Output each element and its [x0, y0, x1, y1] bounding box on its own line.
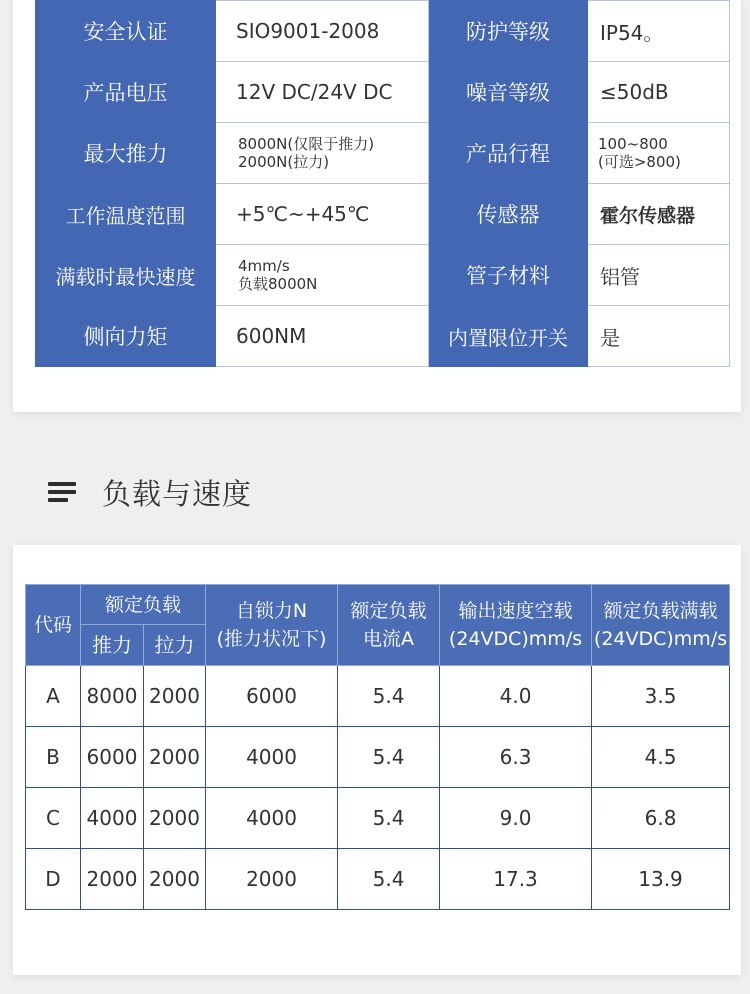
spec-value: 600NM	[216, 306, 429, 367]
cell-speed-full: 6.8	[592, 788, 730, 849]
cell-selflock: 4000	[206, 788, 338, 849]
cell-push: 2000	[81, 849, 144, 910]
cell-speed-empty: 4.0	[440, 666, 592, 727]
load-speed-card	[13, 545, 741, 975]
cell-push: 4000	[81, 788, 144, 849]
spec-row	[36, 306, 730, 367]
spec-table	[35, 0, 730, 367]
table-row	[26, 788, 730, 849]
header-push: 推力	[81, 625, 144, 666]
spec-value: ≤50dB	[588, 62, 730, 123]
table-row	[26, 666, 730, 727]
header-line: (24VDC)mm/s	[593, 628, 728, 650]
spec-label: 安全认证	[36, 1, 216, 62]
cell-pull: 2000	[144, 788, 206, 849]
spec-value-line: 4mm/s	[238, 257, 290, 275]
spec-value: 是	[588, 306, 730, 367]
cell-pull: 2000	[144, 849, 206, 910]
cell-code: B	[26, 727, 81, 788]
cell-code: D	[26, 849, 81, 910]
spec-label: 传感器	[429, 184, 588, 245]
spec-label: 最大推力	[36, 123, 216, 184]
cell-pull: 2000	[144, 666, 206, 727]
spec-label: 满载时最快速度	[36, 245, 216, 306]
cell-pull: 2000	[144, 727, 206, 788]
cell-speed-empty: 9.0	[440, 788, 592, 849]
header-line: 自锁力N	[235, 600, 308, 622]
table-row	[26, 849, 730, 910]
spec-value-line: 负载8000N	[238, 275, 318, 293]
table-header-row	[26, 585, 730, 625]
spec-label: 产品行程	[429, 123, 588, 184]
cell-speed-empty: 6.3	[440, 727, 592, 788]
spec-label: 内置限位开关	[429, 306, 588, 367]
cell-selflock: 2000	[206, 849, 338, 910]
spec-row	[36, 123, 730, 184]
cell-push: 8000	[81, 666, 144, 727]
spec-row	[36, 184, 730, 245]
cell-current: 5.4	[338, 788, 440, 849]
spec-value-line: 8000N(仅限于推力)	[238, 135, 375, 153]
cell-code: C	[26, 788, 81, 849]
cell-push: 6000	[81, 727, 144, 788]
cell-code: A	[26, 666, 81, 727]
cell-current: 5.4	[338, 727, 440, 788]
header-rated-load: 额定负载	[81, 585, 206, 625]
spec-label: 管子材料	[429, 245, 588, 306]
spec-card	[13, 0, 741, 412]
spec-value: 铝管	[588, 245, 730, 306]
header-line: 额定负载	[350, 600, 427, 622]
menu-lines-icon	[48, 482, 76, 502]
cell-current: 5.4	[338, 666, 440, 727]
spec-value: IP54。	[588, 1, 730, 62]
spec-label: 产品电压	[36, 62, 216, 123]
cell-selflock: 6000	[206, 666, 338, 727]
spec-value: +5℃~+45℃	[216, 184, 429, 245]
header-speed-empty	[440, 585, 592, 666]
spec-label: 工作温度范围	[36, 184, 216, 245]
cell-speed-full: 3.5	[592, 666, 730, 727]
spec-value-line: 100~800	[598, 135, 668, 153]
cell-current: 5.4	[338, 849, 440, 910]
spec-value-line: 2000N(拉力)	[238, 153, 330, 171]
header-line: 额定负载满载	[603, 600, 718, 622]
spec-value	[588, 123, 730, 184]
header-speed-full	[592, 585, 730, 666]
header-current	[338, 585, 440, 666]
header-pull: 拉力	[144, 625, 206, 666]
header-line: 输出速度空载	[458, 600, 573, 622]
spec-label: 侧向力矩	[36, 306, 216, 367]
header-line: (推力状况下)	[216, 628, 327, 650]
header-code: 代码	[26, 585, 81, 666]
spec-value: 12V DC/24V DC	[216, 62, 429, 123]
spec-value: 霍尔传感器	[588, 184, 730, 245]
header-line: 电流A	[363, 628, 415, 650]
spec-label: 噪音等级	[429, 62, 588, 123]
spec-row	[36, 62, 730, 123]
cell-speed-empty: 17.3	[440, 849, 592, 910]
cell-selflock: 4000	[206, 727, 338, 788]
section-heading	[48, 472, 252, 512]
spec-value: SIO9001-2008	[216, 1, 429, 62]
table-row	[26, 727, 730, 788]
cell-speed-full: 4.5	[592, 727, 730, 788]
spec-label: 防护等级	[429, 1, 588, 62]
header-line: (24VDC)mm/s	[448, 628, 583, 650]
header-selflock	[206, 585, 338, 666]
load-speed-table	[25, 584, 730, 910]
spec-value-line: (可选>800)	[598, 153, 681, 171]
spec-row	[36, 1, 730, 62]
spec-value	[216, 123, 429, 184]
spec-value	[216, 245, 429, 306]
cell-speed-full: 13.9	[592, 849, 730, 910]
section-title: 负载与速度	[102, 476, 253, 511]
spec-row	[36, 245, 730, 306]
